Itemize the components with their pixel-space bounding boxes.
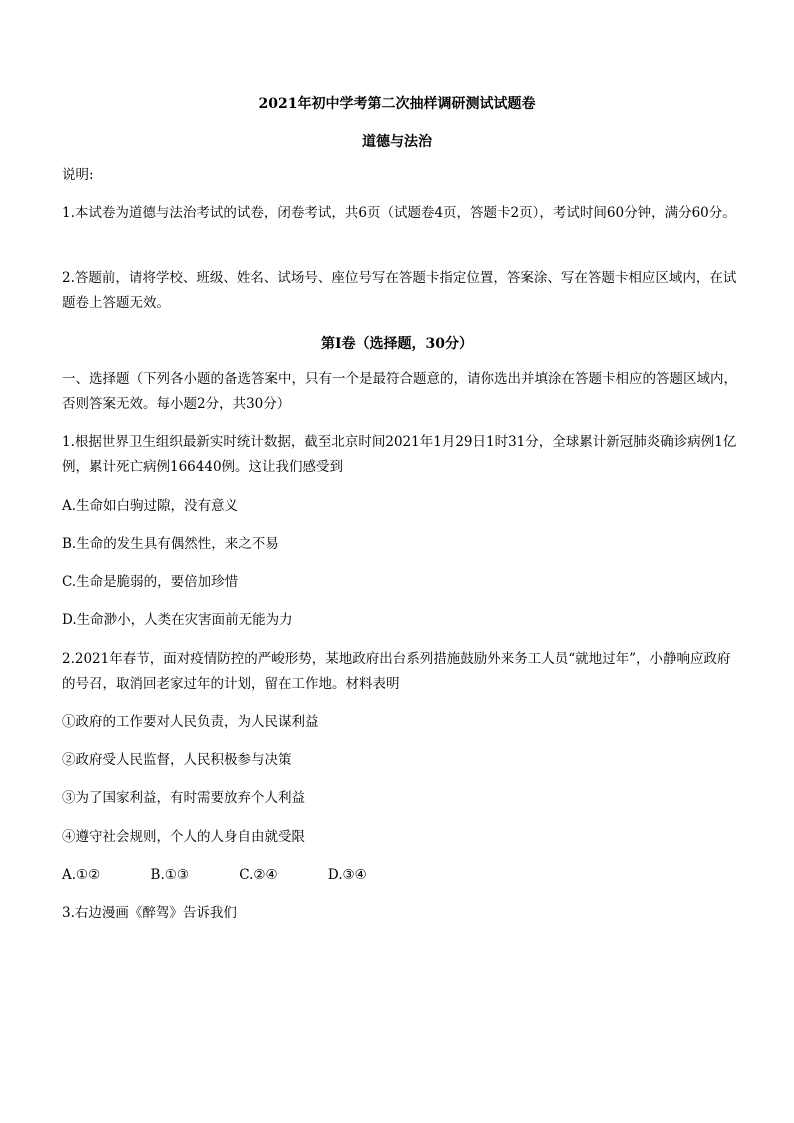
section1-instruction: 一、选择题（下列各小题的备选答案中，只有一个是最符合题意的，请你选出并填涂在答题卡相应的答题区域内，否则答案无效。每小题2分，共30分） [62, 371, 737, 412]
q2-option-a: A.①② [62, 867, 101, 883]
part1-heading: 第Ⅰ卷（选择题，30分） [320, 336, 474, 352]
q1-option-c: C.生命是脆弱的，要倍加珍惜 [62, 574, 239, 590]
q2-stem: 2.2021年春节，面对疫情防控的严峻形势，某地政府出台系列措施鼓励外来务工人员“就地过年”，小静响应政府的号召，取消回老家过年的计划，留在工作地。材料表明 [62, 651, 731, 692]
subject-title: 道德与法治 [362, 134, 432, 150]
note-1: 1.本试卷为道德与法治考试的试卷，闭卷考试，共6页（试题卷4页，答题卡2页），考试时间60分钟，满分60分。 [62, 205, 736, 221]
q2-options [62, 863, 413, 888]
q1-option-b: B.生命的发生具有偶然性，来之不易 [62, 536, 279, 552]
q2-option-c: C.②④ [239, 867, 278, 883]
q1-option-a: A.生命如白驹过隙，没有意义 [62, 498, 239, 514]
q3-stem: 3.右边漫画《醉驾》告诉我们 [62, 905, 237, 921]
q1-stem: 1.根据世界卫生组织最新实时统计数据，截至北京时间2021年1月29日1时31分，全球累计新冠肺炎确诊病例1亿例，累计死亡病例166440例。这让我们感受到 [62, 434, 737, 475]
q2-statement-3: ③为了国家利益，有时需要放弃个人利益 [62, 790, 305, 806]
q2-statement-4: ④遵守社会规则，个人的人身自由就受限 [62, 829, 305, 845]
q1-option-d: D.生命渺小，人类在灾害面前无能为力 [62, 612, 293, 628]
note-2: 2.答题前，请将学校、班级、姓名、试场号、座位号写在答题卡指定位置，答案涂、写在答题卡相应区域内，在试题卷上答题无效。 [62, 270, 737, 311]
q2-statement-1: ①政府的工作要对人民负责，为人民谋利益 [62, 714, 319, 730]
q2-statement-2: ②政府受人民监督，人民积极参与决策 [62, 752, 292, 768]
q2-option-b: B.①③ [150, 867, 189, 883]
exam-title: 2021年初中学考第二次抽样调研测试试题卷 [258, 96, 536, 112]
q2-option-d: D.③④ [327, 867, 367, 883]
notes-heading: 说明: [62, 167, 94, 183]
